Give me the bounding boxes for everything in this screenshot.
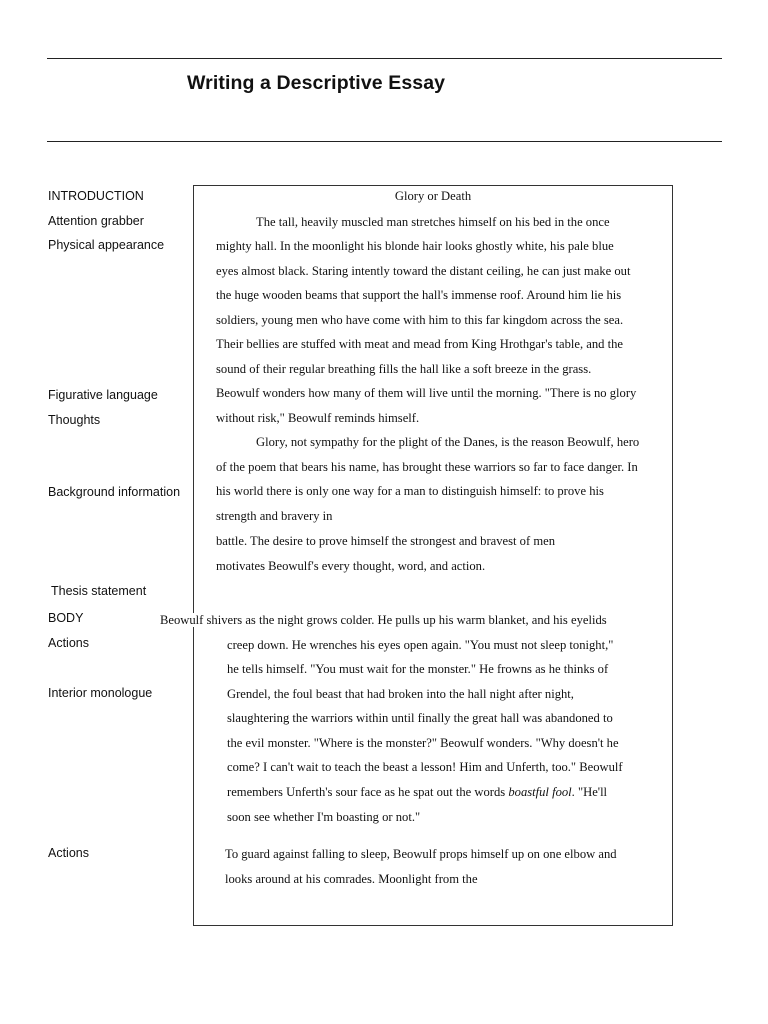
essay-line: come? I can't wait to teach the beast a lesson! Him and Unferth, too." Beowulf [227, 760, 623, 774]
essay-line: without risk," Beowulf reminds himself. [216, 411, 420, 425]
label-attention-grabber: Attention grabber [48, 214, 144, 228]
essay-text: remembers Unferth's sour face as he spat out the words [227, 785, 509, 799]
essay-text: . "He'll [571, 785, 608, 799]
label-physical-appearance: Physical appearance [48, 238, 165, 252]
essay-line: the evil monster. "Where is the monster?" Beowulf wonders. "Why doesn't he [227, 736, 619, 750]
essay-line: the huge wooden beams that support the hall's immense roof. Around him lie his [216, 288, 622, 302]
essay-italic-text: boastful fool [508, 785, 572, 799]
essay-line: motivates Beowulf's every thought, word, and action. [216, 559, 486, 573]
essay-line: Their bellies are stuffed with meat and mead from King Hrothgar's table, and the [216, 337, 624, 351]
essay-line: Glory, not sympathy for the plight of the Danes, is the reason Beowulf, hero [256, 435, 640, 449]
essay-title: Glory or Death [394, 189, 472, 203]
essay-line: strength and bravery in [216, 509, 333, 523]
essay-line: slaughtering the warriors within until finally the great hall was abandoned to [227, 711, 613, 725]
essay-line: his world there is only one way for a man to distinguish himself: to prove his [216, 484, 604, 498]
essay-line: mighty hall. In the moonlight his blonde hair looks ghostly white, his pale blue [216, 239, 614, 253]
top-rule [47, 58, 722, 59]
essay-line: Grendel, the foul beast that had broken into the hall night after night, [227, 687, 574, 701]
label-interior-monologue: Interior monologue [48, 686, 153, 700]
bottom-rule [47, 141, 722, 142]
label-introduction: INTRODUCTION [48, 189, 144, 203]
essay-line: The tall, heavily muscled man stretches himself on his bed in the once [256, 215, 610, 229]
essay-line: Beowulf shivers as the night grows colder. He pulls up his warm blanket, and his eyelids [160, 613, 607, 627]
label-thesis-statement: Thesis statement [51, 584, 147, 598]
label-thoughts: Thoughts [48, 413, 101, 427]
label-figurative-language: Figurative language [48, 388, 158, 402]
label-body: BODY [48, 611, 84, 625]
label-actions: Actions [48, 636, 89, 650]
label-actions: Actions [48, 846, 89, 860]
essay-line: soon see whether I'm boasting or not." [227, 810, 421, 824]
essay-line: battle. The desire to prove himself the strongest and bravest of men [216, 534, 556, 548]
essay-line: soldiers, young men who have come with him to this far kingdom across the sea. [216, 313, 624, 327]
essay-line [227, 785, 607, 799]
essay-line: eyes almost black. Staring intently toward the distant ceiling, he can just make out [216, 264, 631, 278]
label-background-information: Background information [48, 485, 181, 499]
essay-line: he tells himself. "You must wait for the monster." He frowns as he thinks of [227, 662, 609, 676]
essay-line: of the poem that bears his name, has brought these warriors so far to face danger. In [216, 460, 638, 474]
essay-line: creep down. He wrenches his eyes open again. "You must not sleep tonight," [227, 638, 614, 652]
document-title: Writing a Descriptive Essay [187, 72, 446, 94]
essay-line: To guard against falling to sleep, Beowulf props himself up on one elbow and [225, 847, 617, 861]
essay-line: sound of their regular breathing fills the hall like a soft breeze in the grass. [216, 362, 592, 376]
essay-line: looks around at his comrades. Moonlight from the [225, 872, 478, 886]
essay-line: Beowulf wonders how many of them will live until the morning. "There is no glory [216, 386, 637, 400]
